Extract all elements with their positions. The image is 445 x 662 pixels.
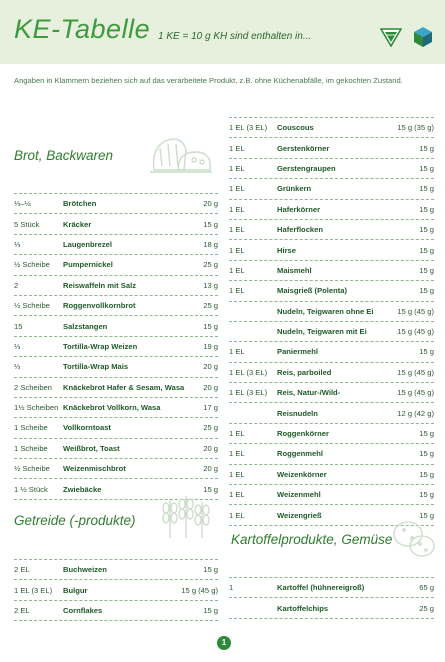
row-food-name: Reisnudeln (277, 408, 318, 418)
row-food-name: Weizenmischbrot (63, 464, 126, 474)
table-row (14, 560, 218, 580)
row-food-name: Reiswaffeln mit Salz (63, 280, 137, 290)
table-row (229, 220, 434, 240)
row-amount: 1 EL (229, 163, 245, 173)
row-amount: 1 Scheibe (14, 423, 48, 433)
table-row (14, 601, 218, 621)
potato-icon (388, 512, 438, 562)
section-title-kartoffel: Kartoffelprodukte, Gemüse (231, 532, 393, 547)
row-food-name: Salzstangen (63, 321, 108, 331)
table-row (229, 240, 434, 260)
table-row (229, 281, 434, 301)
table-row (229, 578, 434, 598)
row-food-name: Weizenmehl (277, 490, 321, 500)
row-food-name: Haferflocken (277, 225, 324, 235)
row-weight: 12 g (42 g) (397, 408, 434, 418)
table-getreide (14, 559, 218, 621)
table-row (14, 276, 218, 296)
row-weight: 15 g (203, 605, 218, 615)
row-amount: ½ Scheibe (14, 464, 50, 474)
row-food-name: Buchweizen (63, 565, 107, 575)
intro-note: Angaben in Klammern beziehen sich auf das verarbeitete Produkt, z.B. ohne Küchenabfälle, im gekochten Zustand. (14, 76, 403, 85)
table-row (229, 363, 434, 383)
row-food-name: Reis, parboiled (277, 367, 332, 377)
row-weight: 18 g (203, 239, 218, 249)
row-amount: 1 EL (229, 245, 245, 255)
row-weight: 15 g (203, 219, 218, 229)
row-amount: 1 Scheibe (14, 443, 48, 453)
table-row (229, 322, 434, 342)
row-amount: 1 EL (229, 469, 245, 479)
row-amount: ½ Scheibe (14, 301, 50, 311)
row-amount: 1 ½ Stück (14, 484, 48, 494)
row-amount: ⅓ (14, 362, 21, 372)
table-row (14, 214, 218, 234)
row-food-name: Nudeln, Teigwaren mit Ei (277, 327, 367, 337)
row-amount: 2 (14, 280, 19, 290)
row-food-name: Gerstenkörner (277, 143, 330, 153)
row-amount: 1 EL (229, 449, 245, 459)
row-food-name: Gerstengraupen (277, 163, 336, 173)
row-amount: 1 EL (229, 347, 245, 357)
table-row (229, 302, 434, 322)
row-weight: 15 g (419, 449, 434, 459)
row-amount: 1½ Scheiben (14, 403, 59, 413)
row-weight: 15 g (419, 429, 434, 439)
row-food-name: Laugenbrezel (63, 239, 112, 249)
table-row (14, 459, 218, 479)
table-row (14, 357, 218, 377)
section-title-brot: Brot, Backwaren (14, 148, 114, 163)
table-row (14, 439, 218, 459)
table-row (229, 598, 434, 618)
row-weight: 13 g (203, 280, 218, 290)
row-food-name: Knäckebrot Hafer & Sesam, Wasa (63, 382, 185, 392)
row-food-name: Kartoffelchips (277, 603, 329, 613)
row-weight: 15 g (45 g) (397, 327, 434, 337)
row-amount: ⅓ (14, 341, 21, 351)
table-brot (14, 193, 218, 500)
row-food-name: Kartoffel (hühnereigroß) (277, 583, 365, 593)
row-food-name: Tortilla-Wrap Mais (63, 362, 129, 372)
table-row (229, 179, 434, 199)
row-weight: 15 g (419, 265, 434, 275)
row-amount: 1 EL (229, 490, 245, 500)
cube-logo-icon (413, 26, 433, 48)
table-row (14, 296, 218, 316)
row-weight: 65 g (419, 583, 434, 593)
table-row (229, 403, 434, 423)
row-amount: 2 Scheiben (14, 382, 52, 392)
row-food-name: Cornflakes (63, 605, 103, 615)
row-food-name: Bulgur (63, 585, 88, 595)
row-amount: 1 (229, 583, 234, 593)
row-food-name: Grünkern (277, 184, 312, 194)
row-weight: 15 g (419, 286, 434, 296)
row-weight: 15 g (203, 565, 218, 575)
page-title: KE-Tabelle (14, 14, 151, 44)
row-weight: 15 g (419, 245, 434, 255)
row-weight: 15 g (203, 484, 218, 494)
row-food-name: Paniermehl (277, 347, 318, 357)
row-amount: 1 EL (3 EL) (229, 367, 268, 377)
row-weight: 15 g (35 g) (397, 123, 434, 133)
table-row (14, 580, 218, 600)
row-amount: 1 EL (229, 184, 245, 194)
row-food-name: Knäckebrot Vollkorn, Wasa (63, 403, 161, 413)
row-weight: 20 g (203, 362, 218, 372)
table-row (14, 316, 218, 336)
table-getreide-cont (229, 117, 434, 526)
row-amount: 1 EL (3 EL) (229, 388, 268, 398)
row-food-name: Roggenmehl (277, 449, 323, 459)
table-row (14, 398, 218, 418)
row-weight: 25 g (419, 603, 434, 613)
row-weight: 15 g (419, 469, 434, 479)
table-row (14, 378, 218, 398)
row-amount: 1 EL (3 EL) (229, 123, 268, 133)
table-row (229, 444, 434, 464)
row-weight: 15 g (45 g) (397, 388, 434, 398)
table-row (229, 159, 434, 179)
row-amount: 15 (14, 321, 23, 331)
row-food-name: Reis, Natur-/Wild- (277, 388, 341, 398)
row-amount: 1 EL (3 EL) (14, 585, 53, 595)
row-amount: 1 EL (229, 286, 245, 296)
section-title-getreide: Getreide (-produkte) (14, 513, 136, 528)
table-row (14, 235, 218, 255)
brand-logo-icon (380, 27, 402, 47)
row-food-name: Haferkörner (277, 204, 321, 214)
table-row (229, 200, 434, 220)
row-amount: 1 EL (229, 265, 245, 275)
row-amount: 5 Stück (14, 219, 40, 229)
row-food-name: Couscous (277, 123, 314, 133)
row-weight: 15 g (419, 163, 434, 173)
row-weight: 15 g (419, 510, 434, 520)
row-food-name: Maisgrieß (Polenta) (277, 286, 348, 296)
grain-icon (158, 494, 214, 540)
table-row (229, 424, 434, 444)
row-weight: 15 g (45 g) (181, 585, 218, 595)
page-subtitle: 1 KE = 10 g KH sind enthalten in... (158, 31, 312, 42)
row-food-name: Weizenkörner (277, 469, 327, 479)
table-row (229, 261, 434, 281)
row-food-name: Roggenkörner (277, 429, 329, 439)
row-food-name: Tortilla-Wrap Weizen (63, 341, 138, 351)
header-band (0, 0, 445, 64)
row-weight: 15 g (45 g) (397, 306, 434, 316)
table-row (14, 194, 218, 214)
row-weight: 15 g (45 g) (397, 367, 434, 377)
row-food-name: Pumpernickel (63, 260, 113, 270)
row-weight: 25 g (203, 301, 218, 311)
row-food-name: Vollkorntoast (63, 423, 111, 433)
table-row (229, 342, 434, 362)
table-row (229, 465, 434, 485)
row-food-name: Zwiebäcke (63, 484, 102, 494)
row-amount: ½ Scheibe (14, 260, 50, 270)
row-food-name: Hirse (277, 245, 296, 255)
table-row (14, 255, 218, 275)
table-row (229, 138, 434, 158)
row-food-name: Maismehl (277, 265, 312, 275)
row-weight: 15 g (203, 321, 218, 331)
row-weight: 17 g (203, 403, 218, 413)
row-weight: 20 g (203, 464, 218, 474)
row-food-name: Weißbrot, Toast (63, 443, 120, 453)
row-food-name: Weizengrieß (277, 510, 322, 520)
row-amount: 1 EL (229, 143, 245, 153)
table-kartoffel (229, 577, 434, 619)
row-weight: 15 g (419, 204, 434, 214)
table-row (229, 118, 434, 138)
page-number: 1 (217, 636, 231, 650)
row-amount: 2 EL (14, 565, 30, 575)
row-weight: 15 g (419, 490, 434, 500)
row-amount: 1 EL (229, 225, 245, 235)
table-row (14, 418, 218, 438)
table-row (14, 337, 218, 357)
row-weight: 25 g (203, 423, 218, 433)
row-amount: 2 EL (14, 605, 30, 615)
row-food-name: Kräcker (63, 219, 92, 229)
row-food-name: Brötchen (63, 199, 97, 209)
row-amount: ⅓–½ (14, 199, 31, 209)
row-amount: 1 EL (229, 204, 245, 214)
row-weight: 25 g (203, 260, 218, 270)
row-weight: 20 g (203, 382, 218, 392)
row-weight: 15 g (419, 184, 434, 194)
row-weight: 15 g (419, 143, 434, 153)
row-weight: 20 g (203, 443, 218, 453)
row-food-name: Nudeln, Teigwaren ohne Ei (277, 306, 374, 316)
row-weight: 19 g (203, 341, 218, 351)
row-weight: 15 g (419, 225, 434, 235)
row-weight: 20 g (203, 199, 218, 209)
bread-icon (148, 126, 214, 176)
row-food-name: Roggenvollkornbrot (63, 301, 136, 311)
row-amount: 1 EL (229, 429, 245, 439)
row-amount: ⅓ (14, 239, 21, 249)
row-amount: 1 EL (229, 510, 245, 520)
row-weight: 15 g (419, 347, 434, 357)
table-row (229, 485, 434, 505)
table-row (229, 383, 434, 403)
